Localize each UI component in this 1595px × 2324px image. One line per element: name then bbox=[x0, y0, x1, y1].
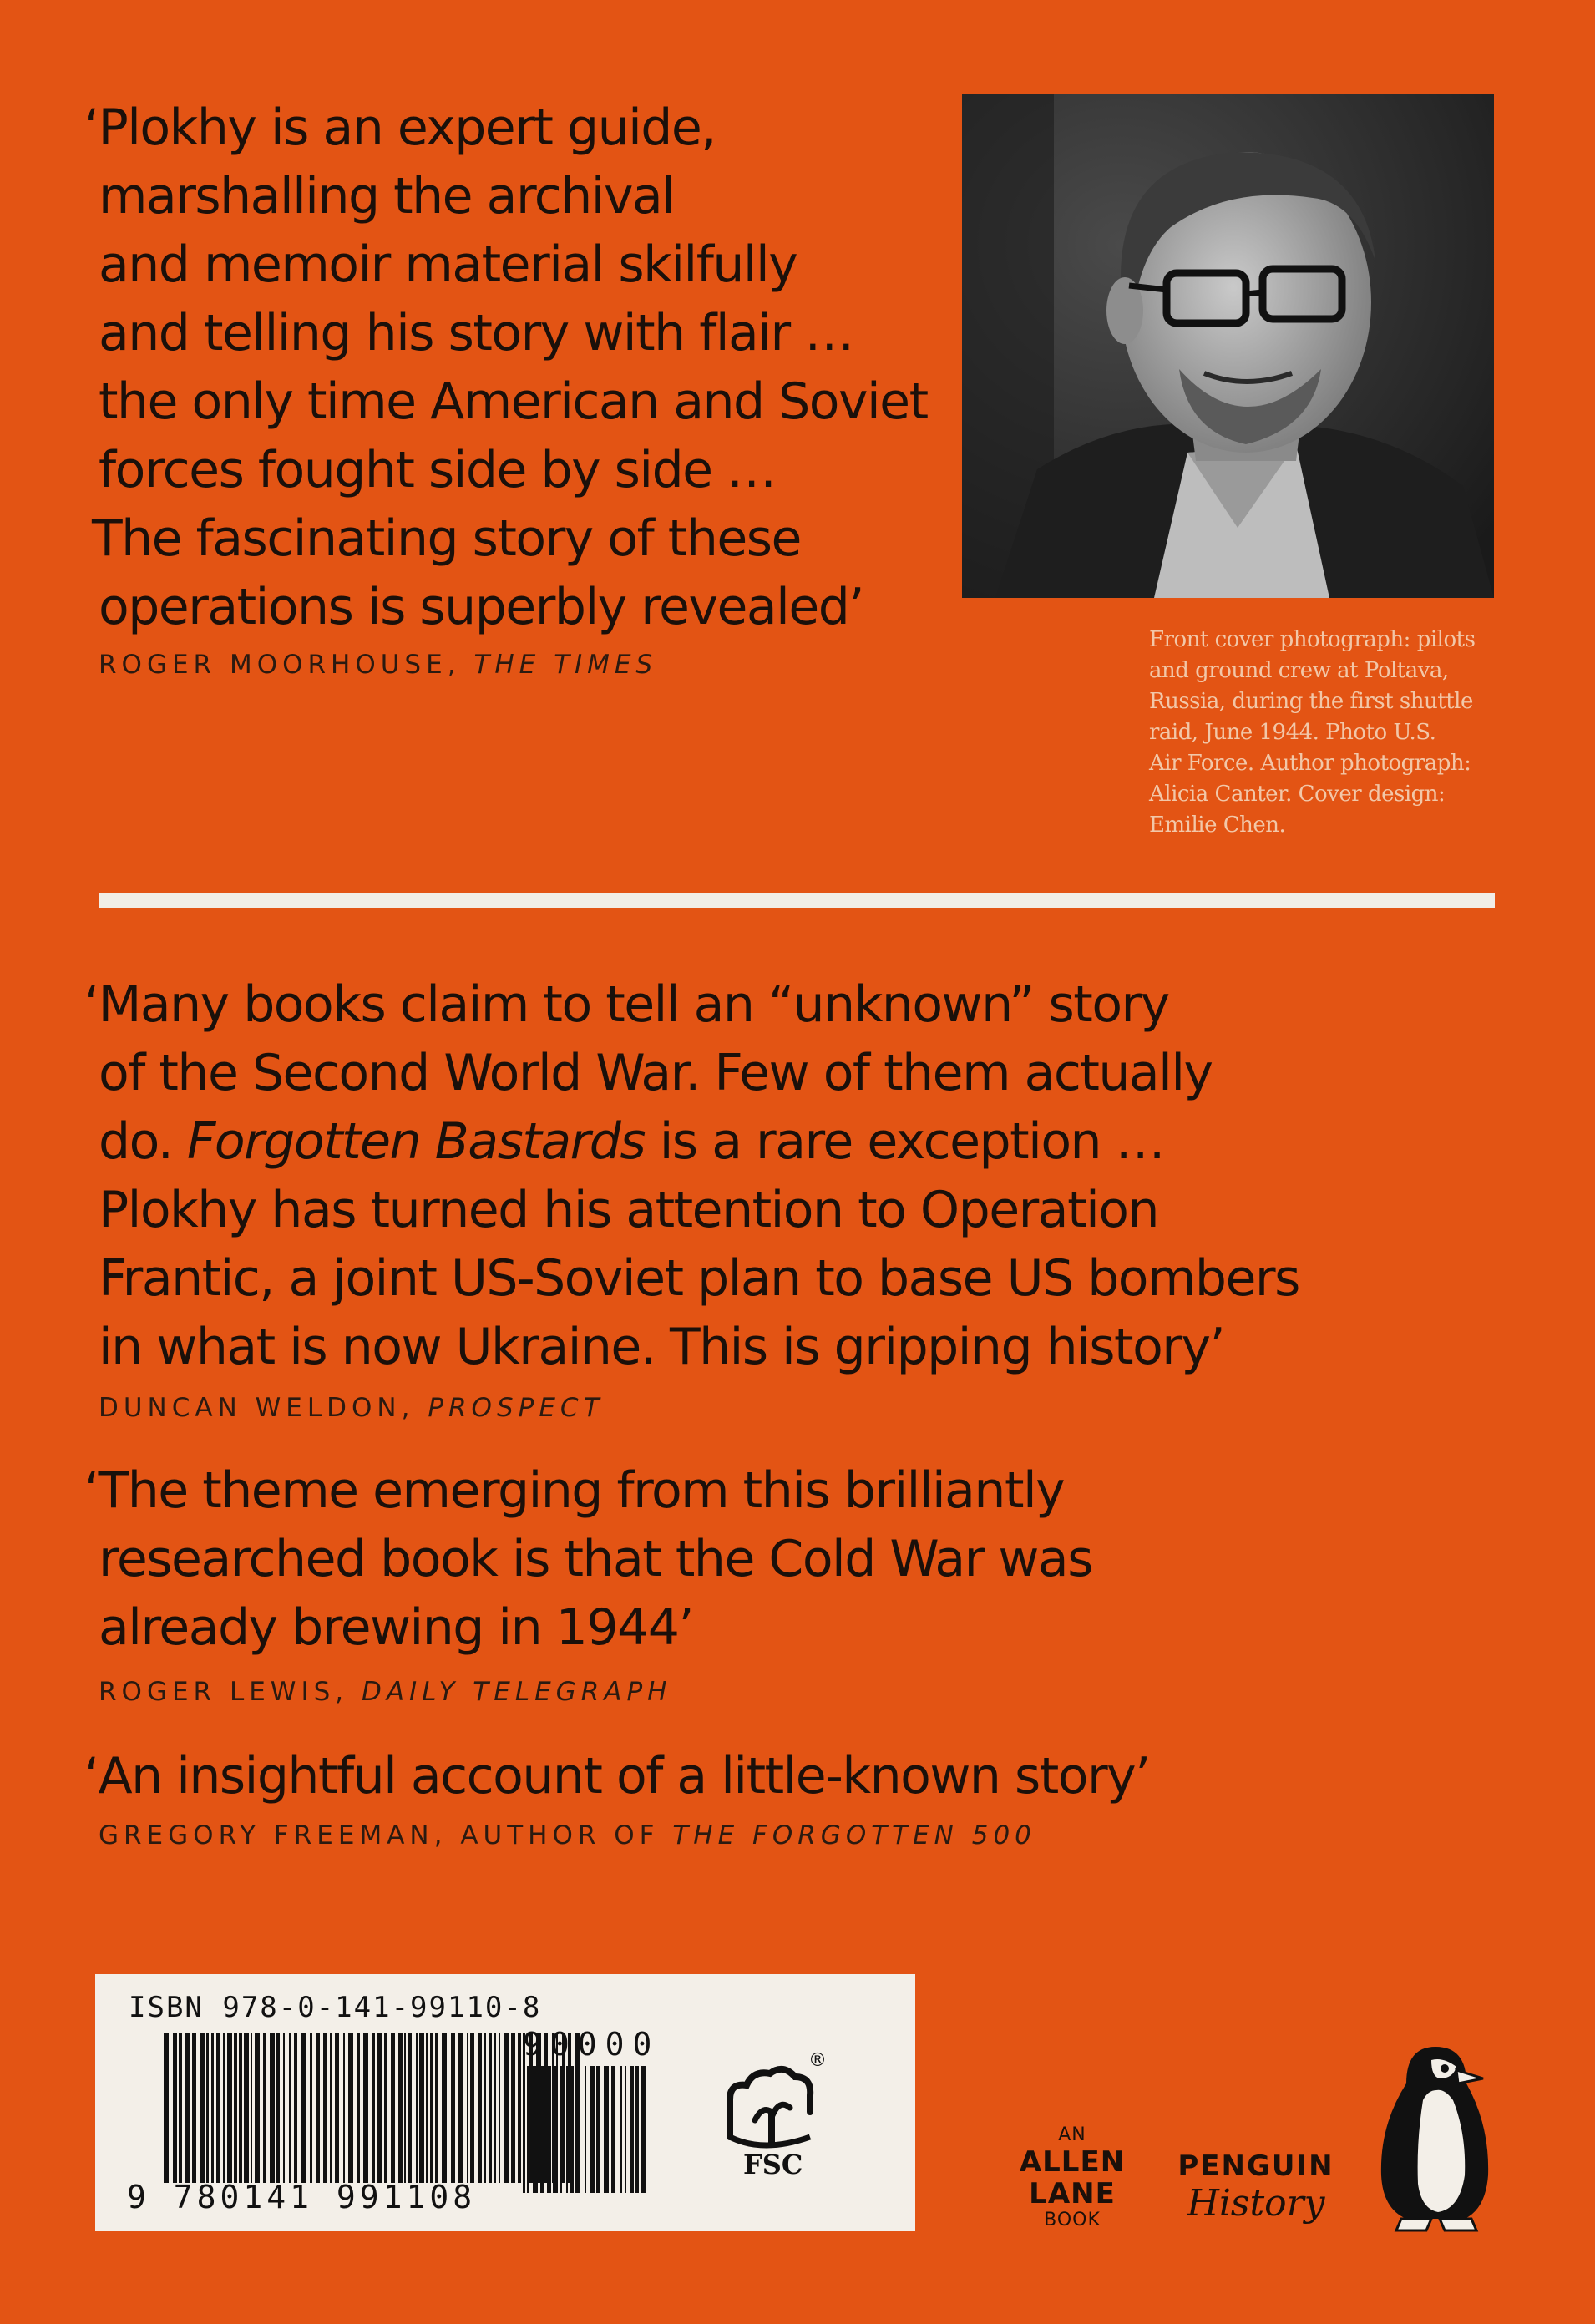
barcode-bar bbox=[316, 2033, 320, 2183]
penguin-wordmark: PENGUIN bbox=[1177, 2149, 1334, 2183]
barcode-bar bbox=[192, 2033, 196, 2183]
quote-theme-emerging bbox=[84, 1456, 1435, 1662]
barcode-bar bbox=[575, 2066, 580, 2193]
quote-line: and telling his story with flair … bbox=[99, 304, 853, 362]
barcode-bar bbox=[173, 2033, 177, 2183]
barcode-bar bbox=[511, 2033, 515, 2183]
allen-lane-logo bbox=[1015, 2124, 1129, 2231]
credit-line: Alicia Canter. Cover design: bbox=[1149, 782, 1446, 807]
barcode-bar bbox=[357, 2033, 360, 2183]
quote-line: already brewing in 1944’ bbox=[99, 1598, 693, 1657]
barcode-bar bbox=[343, 2033, 345, 2183]
quote-line: forces fought side by side … bbox=[99, 441, 776, 499]
barcode-bar bbox=[620, 2066, 622, 2193]
barcode-bar bbox=[384, 2033, 387, 2183]
quote-line: ‘Many books claim to tell an “unknown” story bbox=[84, 975, 1169, 1034]
barcode-bar bbox=[323, 2033, 327, 2183]
barcode-bar bbox=[585, 2066, 586, 2193]
barcode-bar bbox=[435, 2033, 438, 2183]
barcode-bar bbox=[239, 2033, 242, 2183]
barcode-bar bbox=[635, 2066, 639, 2193]
barcode-bar bbox=[294, 2033, 297, 2183]
barcode-bar bbox=[604, 2066, 609, 2193]
barcode-bar bbox=[451, 2033, 455, 2183]
barcode-bar bbox=[270, 2033, 275, 2183]
barcode-bar bbox=[470, 2033, 474, 2183]
barcode-bar bbox=[263, 2033, 266, 2183]
allen-lane-lane: LANE bbox=[1029, 2177, 1116, 2210]
attribution-weldon: DUNCAN WELDON, PROSPECT bbox=[99, 1393, 605, 1423]
barcode-bar bbox=[570, 2066, 574, 2193]
barcode-bar bbox=[419, 2033, 424, 2183]
barcode-bar bbox=[625, 2066, 626, 2193]
history-wordmark: History bbox=[1187, 2182, 1325, 2225]
barcode-bar bbox=[310, 2033, 312, 2183]
barcode-bar bbox=[489, 2033, 492, 2183]
allen-lane-book: BOOK bbox=[1044, 2210, 1101, 2230]
barcode-panel bbox=[95, 1974, 915, 2231]
barcode-bar bbox=[276, 2033, 280, 2183]
barcode-bar bbox=[523, 2066, 525, 2193]
quote-line: and memoir material skilfully bbox=[99, 235, 798, 294]
barcode-bar bbox=[499, 2033, 500, 2183]
credit-line: Air Force. Author photograph: bbox=[1149, 751, 1471, 776]
barcode-icon bbox=[164, 2033, 581, 2195]
credit-line: and ground crew at Poltava, bbox=[1149, 658, 1449, 683]
quote-line: of the Second World War. Few of them actually bbox=[99, 1044, 1213, 1102]
barcode-bar bbox=[372, 2033, 375, 2183]
barcode-bar bbox=[244, 2033, 249, 2183]
author-portrait-icon bbox=[962, 94, 1494, 598]
barcode-bar bbox=[566, 2066, 568, 2193]
barcode-bar bbox=[596, 2066, 600, 2193]
quote-line: Frantic, a joint US-Soviet plan to base US bombers bbox=[99, 1249, 1299, 1308]
credit-line: Russia, during the first shuttle bbox=[1149, 689, 1473, 714]
attribution-lewis: ROGER LEWIS, DAILY TELEGRAPH bbox=[99, 1677, 672, 1707]
barcode-digits: 9 780141 991108 bbox=[127, 2179, 477, 2215]
quote-line: ‘The theme emerging from this brilliantly bbox=[84, 1461, 1065, 1520]
barcode-bar bbox=[478, 2033, 482, 2183]
barcode-bar bbox=[504, 2033, 509, 2183]
barcode-bar bbox=[590, 2066, 595, 2193]
barcode-bar bbox=[467, 2033, 468, 2183]
barcode-bar bbox=[540, 2066, 544, 2193]
barcode-bar bbox=[211, 2033, 214, 2183]
fsc-label: FSC bbox=[743, 2149, 803, 2180]
barcode-bar bbox=[404, 2033, 406, 2183]
isbn-label: ISBN 978-0-141-99110-8 bbox=[129, 1991, 542, 2024]
barcode-bar bbox=[527, 2066, 529, 2193]
barcode-bar bbox=[164, 2033, 169, 2183]
quote-line: ‘An insightful account of a little-known story’ bbox=[84, 1747, 1150, 1805]
barcode-bar bbox=[391, 2033, 395, 2183]
book-title: Forgotten Bastards bbox=[186, 1112, 646, 1171]
price-code: 90000 bbox=[523, 2026, 661, 2063]
barcode-bar bbox=[398, 2033, 403, 2183]
credit-line: Emilie Chen. bbox=[1149, 813, 1286, 838]
barcode-bar bbox=[442, 2033, 447, 2183]
price-barcode-icon bbox=[523, 2066, 648, 2193]
barcode-bar bbox=[206, 2033, 209, 2183]
quote-line: researched book is that the Cold War was bbox=[99, 1530, 1092, 1588]
barcode-bar bbox=[223, 2033, 225, 2183]
quote-line: ‘Plokhy is an expert guide, bbox=[84, 99, 716, 157]
barcode-bar bbox=[234, 2033, 237, 2183]
barcode-bar bbox=[363, 2033, 368, 2183]
attribution-moorhouse: ROGER MOORHOUSE, THE TIMES bbox=[99, 650, 658, 680]
barcode-bar bbox=[547, 2066, 551, 2193]
barcode-bar bbox=[227, 2033, 232, 2183]
barcode-bar bbox=[179, 2033, 182, 2183]
barcode-bar bbox=[289, 2033, 291, 2183]
barcode-bar bbox=[641, 2066, 646, 2193]
quote-line: do. Forgotten Bastards is a rare exception … bbox=[99, 1112, 1165, 1171]
credit-line: Front cover photograph: pilots bbox=[1149, 627, 1476, 652]
penguin-icon bbox=[1373, 2042, 1498, 2234]
barcode-bar bbox=[200, 2033, 205, 2183]
barcode-bar bbox=[416, 2033, 418, 2183]
barcode-bar bbox=[251, 2033, 252, 2183]
barcode-bar bbox=[301, 2033, 306, 2183]
penguin-history-logo bbox=[1172, 2149, 1339, 2225]
quote-line: the only time American and Soviet bbox=[99, 372, 928, 431]
barcode-bar bbox=[553, 2066, 558, 2193]
fsc-tree-icon bbox=[713, 2062, 830, 2154]
barcode-bar bbox=[216, 2033, 220, 2183]
barcode-bar bbox=[458, 2033, 463, 2183]
barcode-bar bbox=[484, 2033, 486, 2183]
barcode-bar bbox=[494, 2033, 496, 2183]
barcode-bar bbox=[377, 2033, 382, 2183]
quote-line: in what is now Ukraine. This is gripping history’ bbox=[99, 1318, 1225, 1376]
barcode-bar bbox=[430, 2033, 433, 2183]
quote-line: marshalling the archival bbox=[99, 167, 675, 225]
credit-line: raid, June 1944. Photo U.S. bbox=[1149, 720, 1436, 745]
author-photo bbox=[962, 94, 1494, 598]
barcode-bar bbox=[255, 2033, 260, 2183]
quote-insightful-account bbox=[84, 1742, 1435, 1810]
quote-line: Plokhy has turned his attention to Operation bbox=[99, 1181, 1158, 1239]
barcode-bar bbox=[335, 2033, 339, 2183]
barcode-bar bbox=[408, 2033, 412, 2183]
barcode-bar bbox=[533, 2066, 538, 2193]
quote-line: The fascinating story of these bbox=[92, 509, 801, 568]
barcode-bar bbox=[426, 2033, 428, 2183]
allen-lane-allen: ALLEN bbox=[1019, 2145, 1126, 2179]
barcode-bar bbox=[348, 2033, 353, 2183]
barcode-bar bbox=[518, 2033, 521, 2183]
quote-plokhy-expert-guide bbox=[84, 94, 942, 641]
quote-line: operations is superbly revealed’ bbox=[99, 578, 863, 636]
allen-lane-an: AN bbox=[1058, 2124, 1086, 2145]
cover-credit bbox=[1149, 625, 1500, 841]
fsc-logo bbox=[713, 2050, 830, 2187]
barcode-bar bbox=[330, 2033, 332, 2183]
attribution-freeman: GREGORY FREEMAN, AUTHOR OF THE FORGOTTEN 500 bbox=[99, 1820, 1036, 1851]
barcode-bar bbox=[611, 2066, 615, 2193]
registered-mark: ® bbox=[808, 2050, 827, 2071]
barcode-bar bbox=[185, 2033, 190, 2183]
quote-many-books bbox=[84, 970, 1518, 1381]
barcode-bar bbox=[630, 2066, 634, 2193]
barcode-bar bbox=[283, 2033, 285, 2183]
divider-rule bbox=[99, 893, 1495, 908]
barcode-bar bbox=[560, 2066, 562, 2193]
